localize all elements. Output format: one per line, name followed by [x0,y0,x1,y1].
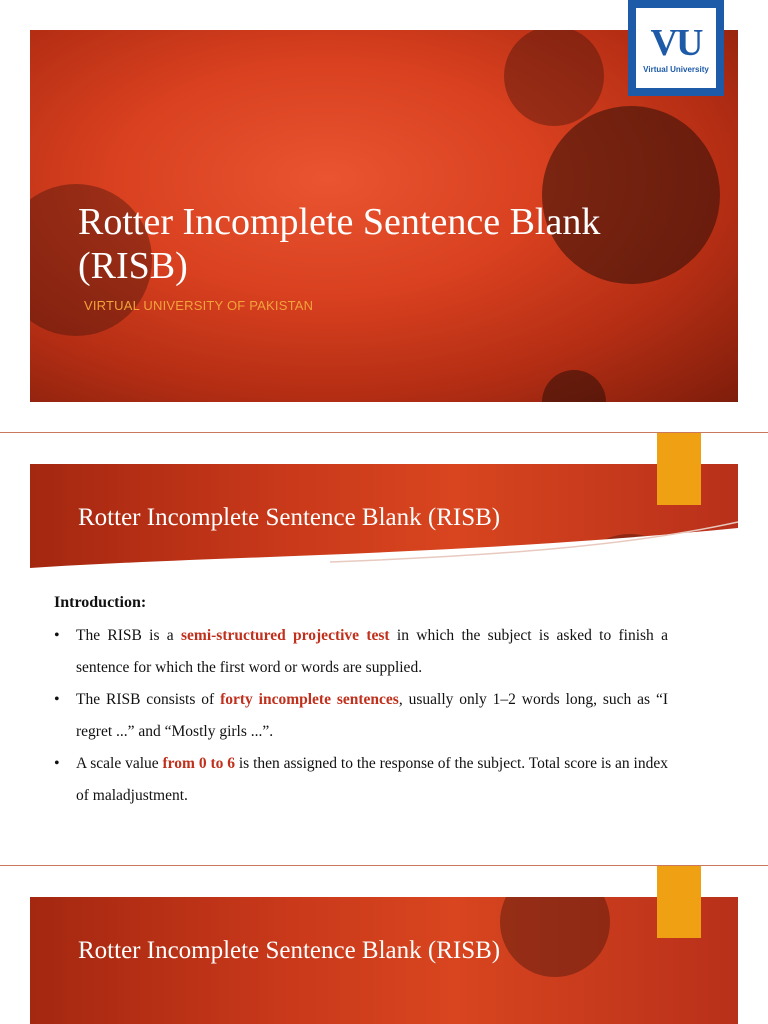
logo-mark: VU [650,21,702,64]
list-item [54,620,668,684]
logo-box [634,6,718,90]
slide-banner [30,464,738,576]
slide-content [54,590,668,812]
highlight-text: forty incomplete sentences [220,691,399,708]
bullet-icon: • [54,627,60,644]
decorative-circle [500,897,610,977]
slide-separator [0,432,768,433]
orange-accent-tab [657,433,701,505]
decorative-circle [542,370,606,402]
university-logo [628,0,724,96]
slide-title: Rotter Incomplete Sentence Blank (RISB) [78,504,501,531]
highlight-text: from 0 to 6 [162,755,235,772]
bullet-text: in which the subject is asked to finish a sentence for which the first word or words are supplied. [76,627,668,676]
bullet-text: is then assigned to the response of the subject. Total score is an index of maladjustment. [76,755,668,804]
highlight-text: semi-structured projective test [181,627,390,644]
intro-heading: Introduction: [54,594,147,611]
slide-title: Rotter Incomplete Sentence Blank (RISB) [78,201,601,287]
bullet-text: , usually only 1–2 words long, such as “I regret ...” and “Mostly girls ...”. [76,691,669,740]
slide-separator [0,865,768,866]
bullet-text: The RISB is a [76,627,181,644]
list-item [54,748,668,812]
slide-title: Rotter Incomplete Sentence Blank (RISB) [78,937,501,964]
slide-subtitle: VIRTUAL UNIVERSITY OF PAKISTAN [84,298,314,313]
orange-accent-tab [657,866,701,938]
bullet-text: The RISB consists of [76,691,221,708]
list-item [54,684,668,748]
bullet-icon: • [54,755,60,772]
bullet-text: A scale value [76,755,163,772]
decorative-circle [504,30,604,126]
bullet-icon: • [54,691,60,708]
bullet-list [54,620,668,812]
slide-banner [30,897,738,1024]
logo-text: Virtual University [643,64,709,74]
